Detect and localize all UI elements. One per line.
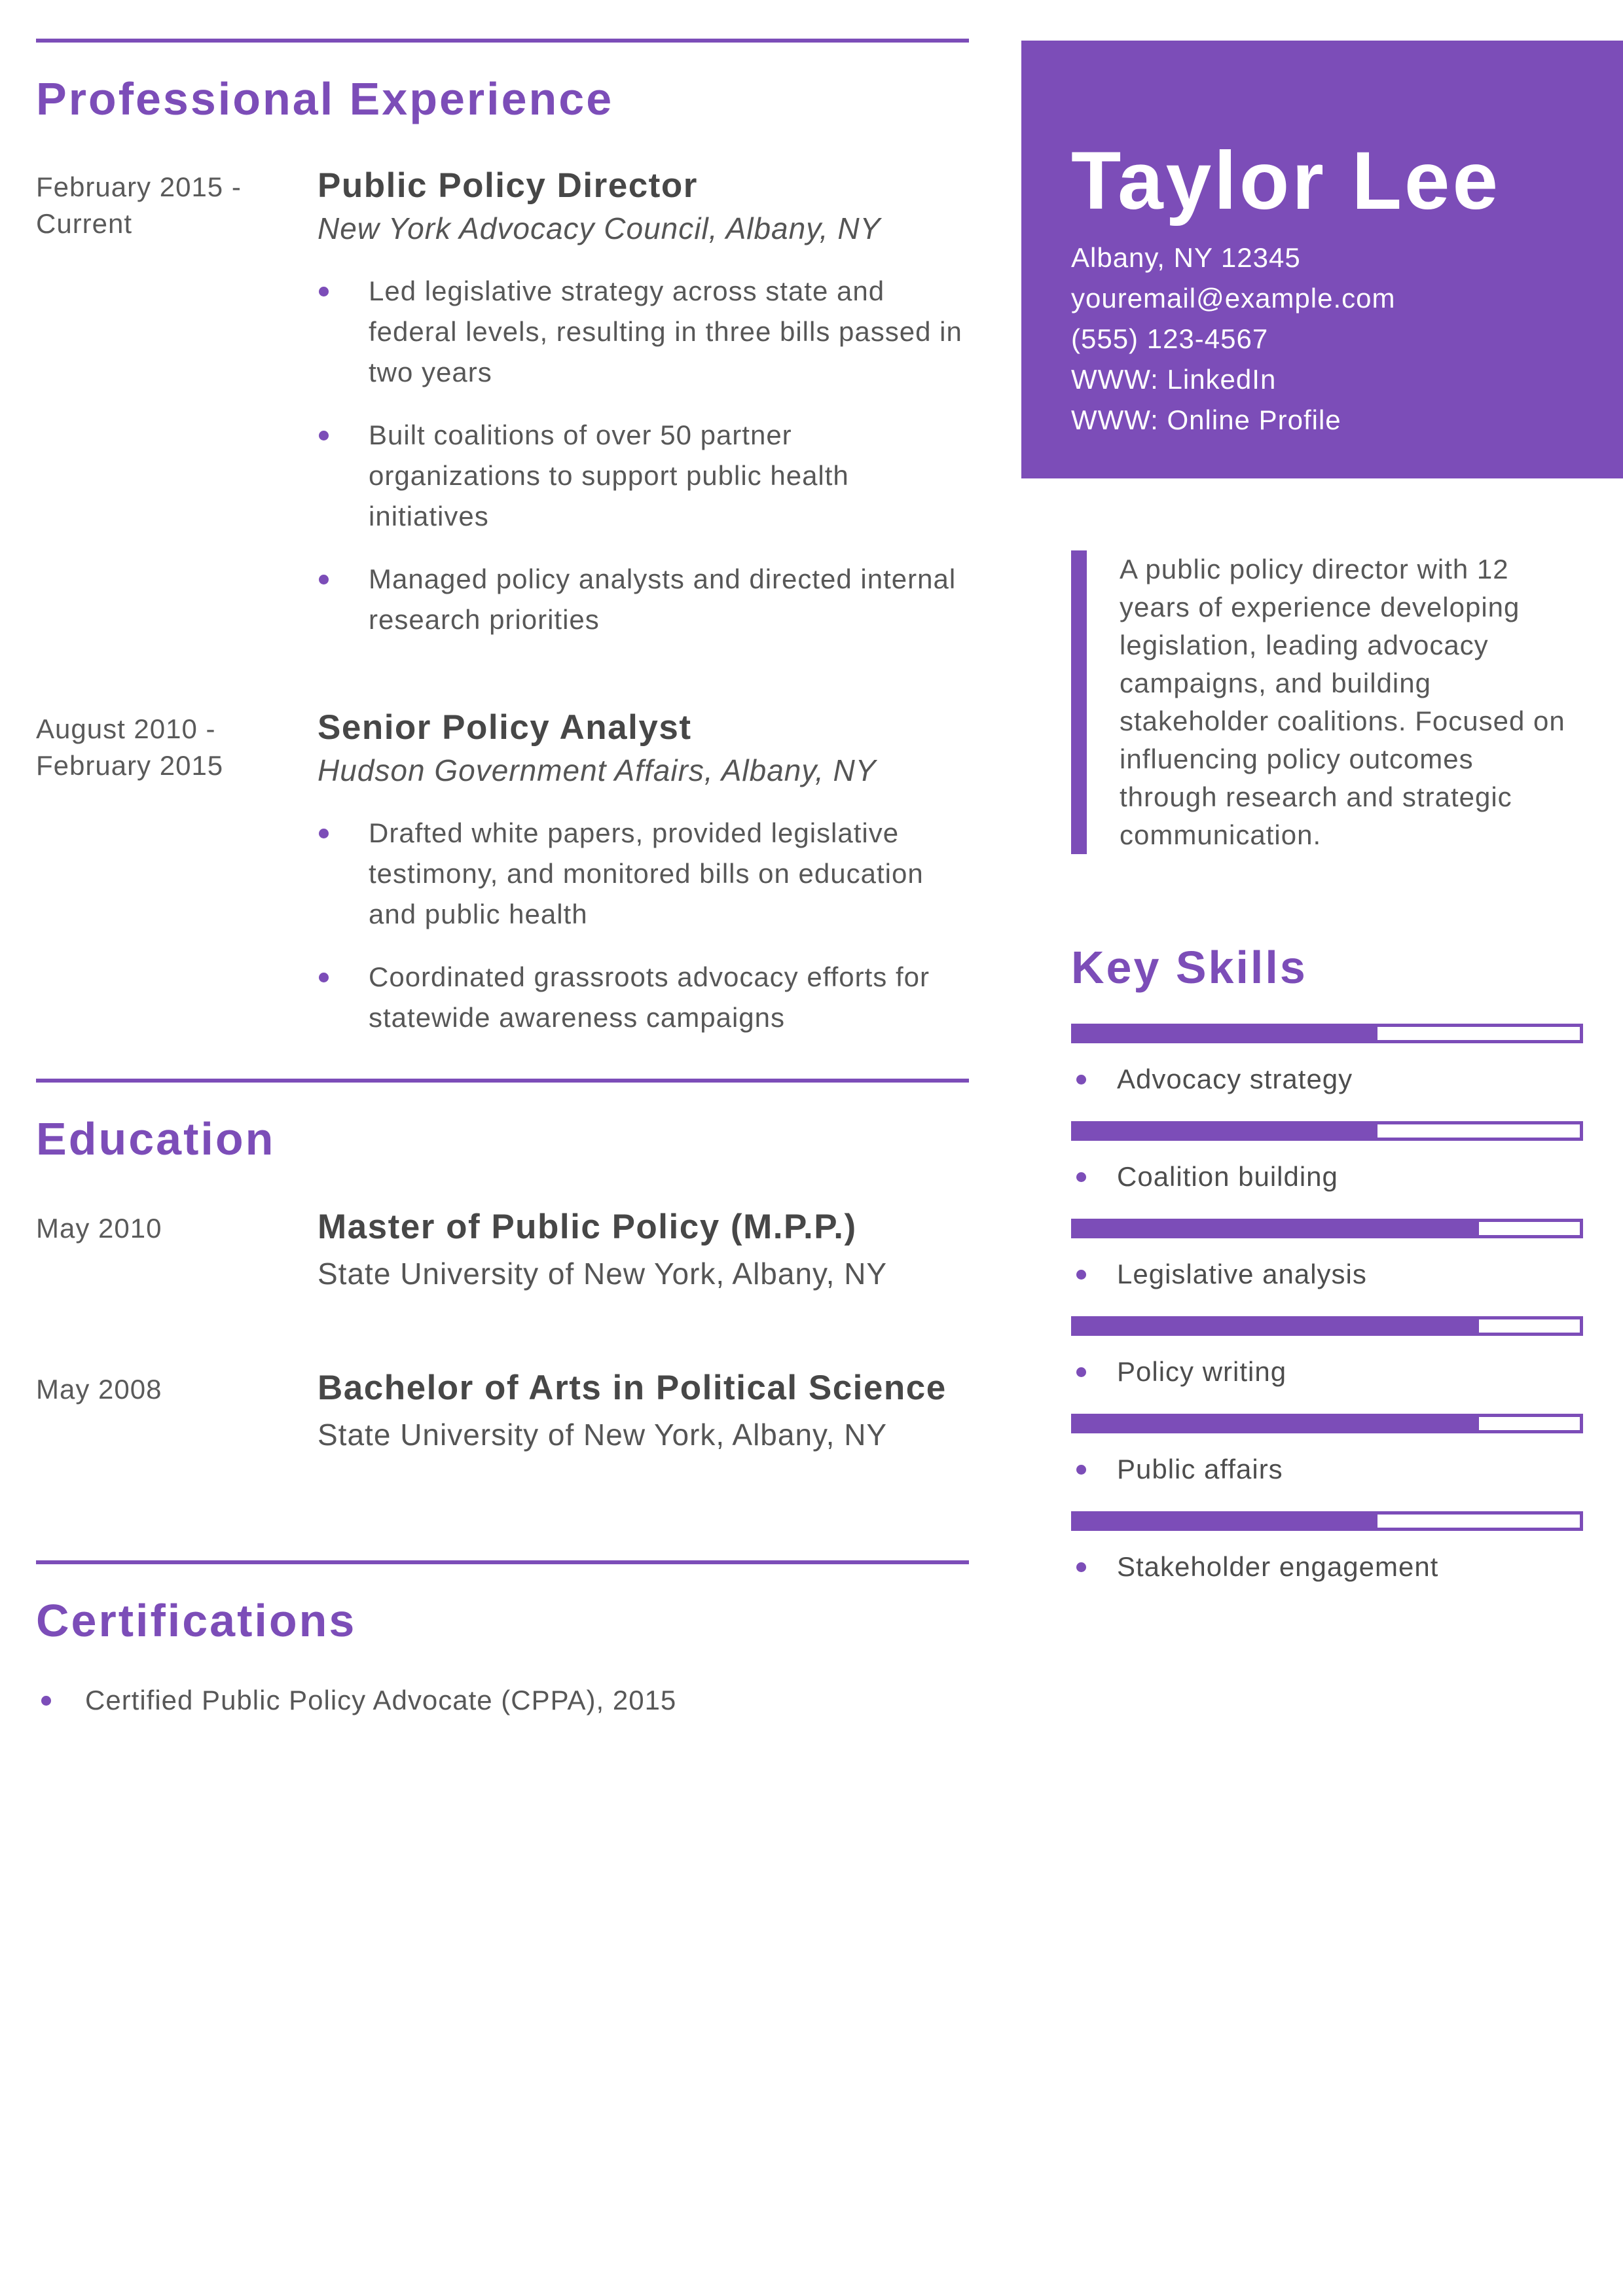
experience-entry: [36, 708, 969, 1060]
certifications-heading: Certifications: [36, 1595, 357, 1646]
job-title: Public Policy Director: [318, 166, 698, 205]
job-bullet: Managed policy analysts and directed internal research priorities: [318, 559, 969, 640]
education-entry: [36, 1208, 969, 1291]
degree-details: [318, 1369, 969, 1452]
experience-heading: Professional Experience: [36, 73, 614, 124]
job-dates-line1: February 2015 -: [36, 171, 242, 202]
degree-date: May 2010: [36, 1213, 162, 1244]
job-company: New York Advocacy Council, Albany, NY: [318, 211, 881, 245]
section-divider: [36, 1560, 969, 1564]
section-divider: [36, 1079, 969, 1083]
contact-email: youremail@example.com: [1071, 283, 1396, 314]
skill-label: Coalition building: [1071, 1158, 1583, 1195]
job-dates: [36, 708, 318, 1060]
job-company: Hudson Government Affairs, Albany, NY: [318, 753, 877, 787]
skill-level-fill: [1074, 1319, 1479, 1333]
contact-linkedin: WWW: LinkedIn: [1071, 364, 1277, 395]
name-header-box: [1021, 41, 1623, 478]
skill-item: [1071, 1414, 1583, 1488]
certification-list: [36, 1680, 969, 1721]
job-details: [318, 166, 969, 662]
skill-level-fill: [1074, 1027, 1377, 1040]
skill-level-fill: [1074, 1515, 1377, 1528]
skill-label: Policy writing: [1071, 1354, 1583, 1390]
skill-level-bar: [1071, 1219, 1583, 1238]
job-details: [318, 708, 969, 1060]
contact-address: Albany, NY 12345: [1071, 242, 1301, 273]
job-dates: [36, 166, 318, 662]
skill-label: Stakeholder engagement: [1071, 1549, 1583, 1585]
skill-item: [1071, 1511, 1583, 1585]
contact-phone: (555) 123-4567: [1071, 323, 1269, 354]
skills-heading: Key Skills: [1071, 942, 1307, 993]
main-column: [36, 39, 969, 1721]
education-heading: Education: [36, 1113, 276, 1164]
professional-summary: A public policy director with 12 years of experience developing legislation, leading advocacy campaigns, and building stakeholder coalitions. Focused on influencing policy outcomes through research and strategic communication.: [1071, 550, 1578, 854]
education-entry: [36, 1369, 969, 1452]
degree-school: State University of New York, Albany, NY: [318, 1257, 888, 1291]
skill-level-fill: [1074, 1417, 1479, 1430]
job-bullet: Coordinated grassroots advocacy efforts for statewide awareness campaigns: [318, 957, 969, 1038]
degree-title: Bachelor of Arts in Political Science: [318, 1369, 947, 1407]
skill-level-bar: [1071, 1511, 1583, 1531]
skill-label: Public affairs: [1071, 1451, 1583, 1488]
skill-level-bar: [1071, 1414, 1583, 1433]
skill-item: [1071, 1024, 1583, 1098]
job-bullet-list: [318, 813, 969, 1038]
skill-label: Advocacy strategy: [1071, 1061, 1583, 1098]
skill-item: [1071, 1316, 1583, 1390]
certification-item: Certified Public Policy Advocate (CPPA), 2015: [36, 1680, 969, 1721]
section-divider: [36, 39, 969, 43]
degree-date: May 2008: [36, 1374, 162, 1405]
job-bullet: Built coalitions of over 50 partner organizations to support public health initiatives: [318, 415, 969, 537]
skill-level-bar: [1071, 1121, 1583, 1141]
degree-school: State University of New York, Albany, NY: [318, 1418, 888, 1452]
skill-label: Legislative analysis: [1071, 1256, 1583, 1293]
skill-item: [1071, 1219, 1583, 1293]
degree-title: Master of Public Policy (M.P.P.): [318, 1208, 857, 1246]
contact-website: WWW: Online Profile: [1071, 404, 1341, 435]
skill-level-bar: [1071, 1024, 1583, 1043]
job-bullet-list: [318, 271, 969, 640]
job-dates-line1: August 2010 -: [36, 713, 216, 744]
job-title: Senior Policy Analyst: [318, 708, 692, 747]
skill-level-fill: [1074, 1222, 1479, 1235]
skill-level-bar: [1071, 1316, 1583, 1336]
skills-list: [1071, 1024, 1583, 1609]
job-dates-line2: February 2015: [36, 750, 224, 781]
candidate-name: Taylor Lee: [1071, 135, 1501, 226]
job-dates-line2: Current: [36, 208, 133, 239]
job-bullet: Drafted white papers, provided legislative testimony, and monitored bills on education and public health: [318, 813, 969, 935]
contact-list: [1071, 238, 1623, 440]
job-bullet: Led legislative strategy across state and federal levels, resulting in three bills passed in two years: [318, 271, 969, 393]
degree-details: [318, 1208, 969, 1291]
experience-entry: [36, 166, 969, 662]
skill-item: [1071, 1121, 1583, 1195]
skill-level-fill: [1074, 1124, 1377, 1138]
